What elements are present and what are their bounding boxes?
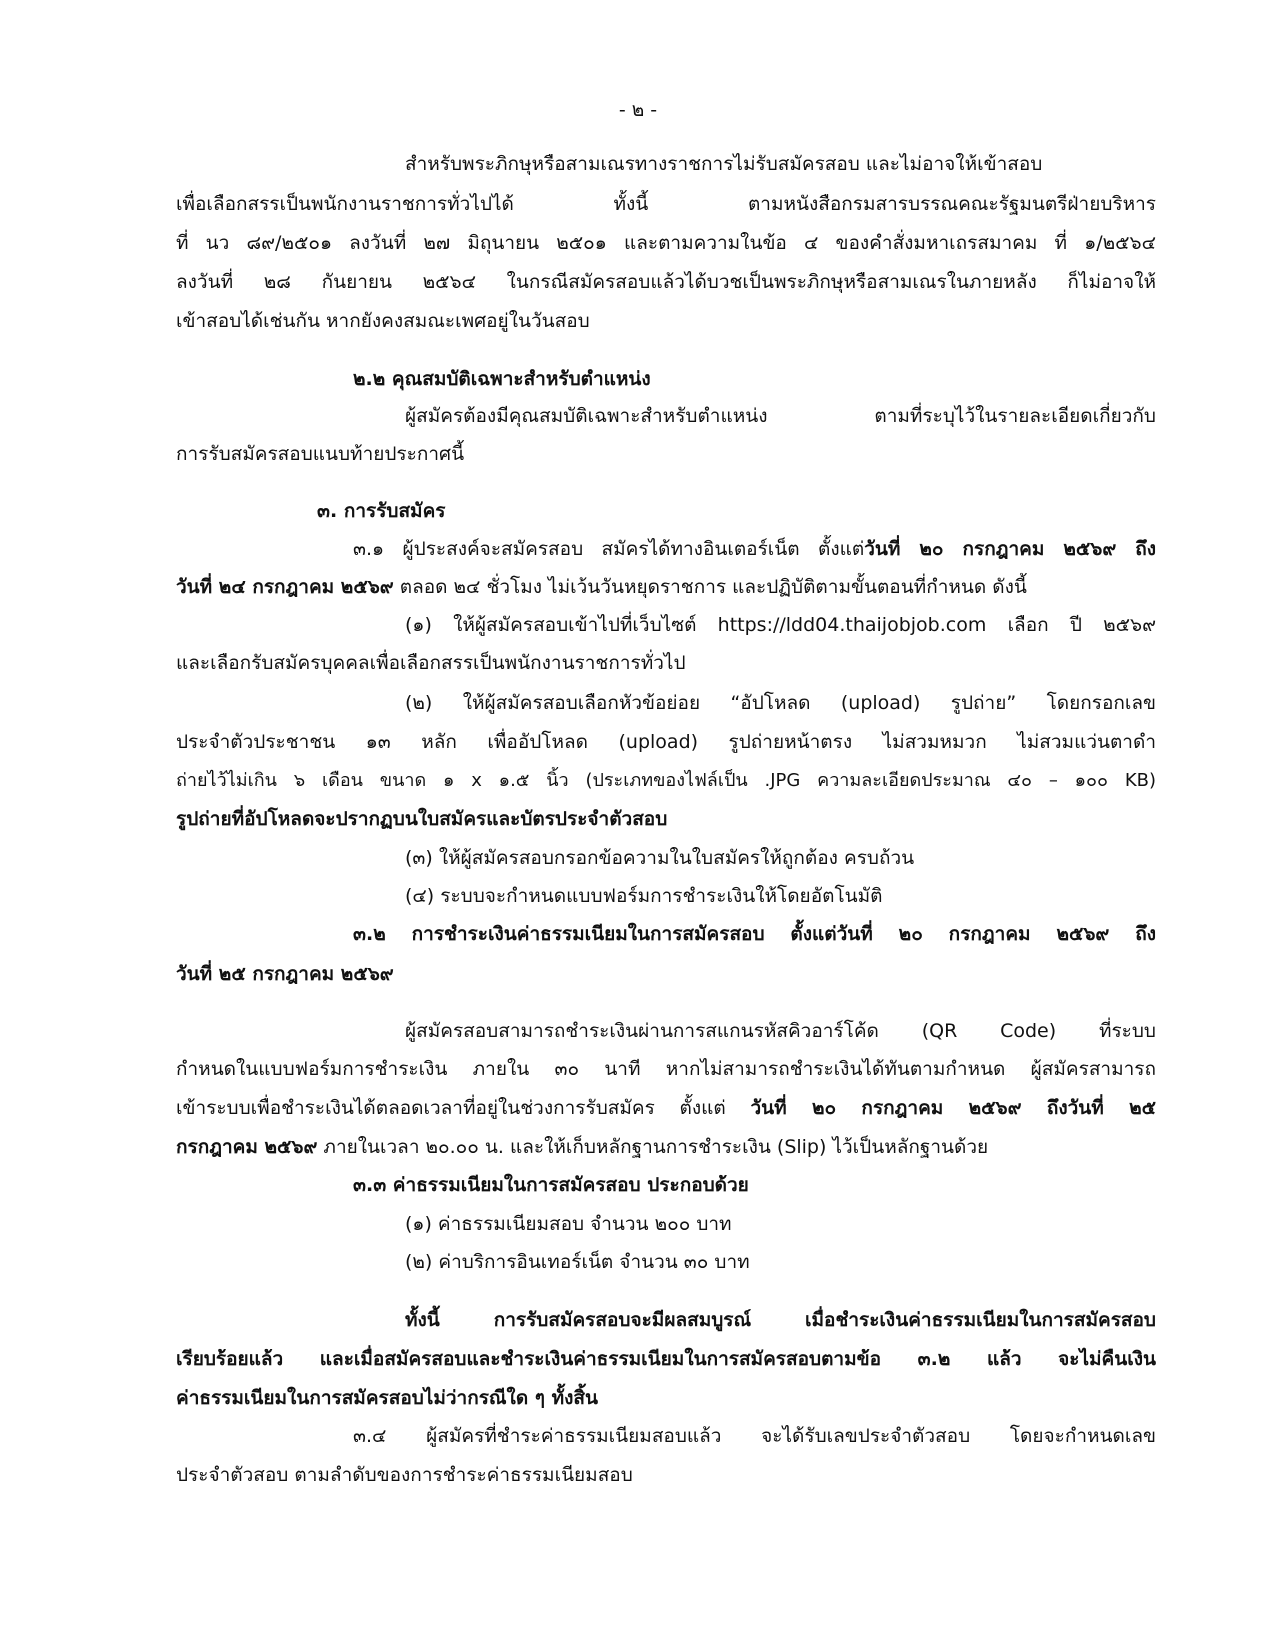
section-3-2-line-2: วันที่ ๒๕ กรกฎาคม ๒๕๖๙ <box>176 963 394 985</box>
section-3-1-item-4: (๔) ระบบจะกำหนดแบบฟอร์มการชำระเงินให้โดยอัตโนมัติ <box>405 885 883 907</box>
section-3-2-payment-dates: วันที่ ๒๐ กรกฎาคม ๒๕๖๙ ถึงวันที่ ๒๕ <box>750 1097 1157 1119</box>
monk-para-line-3: ที่ นว ๘๙/๒๕๐๑ ลงวันที่ ๒๗ มิถุนายน ๒๕๐๑ และตามความในข้อ ๔ ของคำสั่งมหาเถรสมาคม ที่ ๑/๒๕๖๔ <box>176 232 1156 254</box>
section-3-2-payment-date-end: กรกฎาคม ๒๕๖๙ <box>176 1136 318 1158</box>
section-3-3-heading: ๓.๓ ค่าธรรมเนียมในการสมัครสอบ ประกอบด้วย <box>353 1174 749 1196</box>
section-2-2-line-1: ผู้สมัครต้องมีคุณสมบัติเฉพาะสำหรับตำแหน่ง ตามที่ระบุไว้ในรายละเอียดเกี่ยวกับ <box>405 405 1156 427</box>
section-3-heading: ๓. การรับสมัคร <box>317 500 446 522</box>
monk-para-line-1: สำหรับพระภิกษุหรือสามเณรทางราชการไม่รับสมัครสอบ และไม่อาจให้เข้าสอบ <box>405 153 1043 175</box>
section-3-3-note-line-2: เรียบร้อยแล้ว และเมื่อสมัครสอบและชำระเงินค่าธรรมเนียมในการสมัครสอบตามข้อ ๓.๒ แล้ว จะไม่คืนเงิน <box>176 1348 1156 1370</box>
section-3-1-line-1-text: ๓.๑ ผู้ประสงค์จะสมัครสอบ สมัครได้ทางอินเตอร์เน็ต ตั้งแต่ <box>353 538 865 560</box>
section-3-3-note-line-1: ทั้งนี้ การรับสมัครสอบจะมีผลสมบูรณ์ เมื่อชำระเงินค่าธรรมเนียมในการสมัครสอบ <box>405 1309 1156 1331</box>
section-3-1-item-2-line-3: ถ่ายไว้ไม่เกิน ๖ เดือน ขนาด ๑ x ๑.๕ นิ้ว (ประเภทของไฟล์เป็น .JPG ความละเอียดประมาณ ๔๐ – ๑๐๐ KB) <box>176 770 1156 791</box>
section-3-2-para-line-3-text: เข้าระบบเพื่อชำระเงินได้ตลอดเวลาที่อยู่ในช่วงการรับสมัคร ตั้งแต่ <box>176 1097 751 1119</box>
section-3-1-item-1-line-1: (๑) ให้ผู้สมัครสอบเข้าไปที่เว็บไซต์ https://ldd04.thaijobjob.com เลือก ปี ๒๕๖๙ <box>405 614 1156 636</box>
monk-para-line-2: เพื่อเลือกสรรเป็นพนักงานราชการทั่วไปได้ ทั้งนี้ ตามหนังสือกรมสารบรรณคณะรัฐมนตรีฝ่ายบริหาร <box>176 193 1156 215</box>
section-3-2-para-line-3 <box>176 1095 1156 1121</box>
section-3-2-para-line-4-text: ภายในเวลา ๒๐.๐๐ น. และให้เก็บหลักฐานการชำระเงิน (Slip) ไว้เป็นหลักฐานด้วย <box>317 1136 989 1158</box>
page-number: - ๒ - <box>618 99 658 121</box>
section-3-1-line-2 <box>176 574 1027 600</box>
section-3-2-para-line-1: ผู้สมัครสอบสามารถชำระเงินผ่านการสแกนรหัสคิวอาร์โค้ด (QR Code) ที่ระบบ <box>405 1020 1156 1042</box>
section-3-1-item-3: (๓) ให้ผู้สมัครสอบกรอกข้อความในใบสมัครให้ถูกต้อง ครบถ้วน <box>405 847 915 869</box>
section-3-4-line-1: ๓.๔ ผู้สมัครที่ชำระค่าธรรมเนียมสอบแล้ว จะได้รับเลขประจำตัวสอบ โดยจะกำหนดเลข <box>353 1425 1156 1447</box>
section-3-1-line-1 <box>353 536 1156 562</box>
monk-para-line-5: เข้าสอบได้เช่นกัน หากยังคงสมณะเพศอยู่ในวันสอบ <box>176 310 590 332</box>
section-3-1-item-1-line-2: และเลือกรับสมัครบุคคลเพื่อเลือกสรรเป็นพนักงานราชการทั่วไป <box>176 652 686 674</box>
section-3-3-item-1: (๑) ค่าธรรมเนียมสอบ จำนวน ๒๐๐ บาท <box>405 1213 732 1235</box>
section-3-3-item-2: (๒) ค่าบริการอินเทอร์เน็ต จำนวน ๓๐ บาท <box>405 1251 750 1273</box>
section-3-1-line-2-text: ตลอด ๒๔ ชั่วโมง ไม่เว้นวันหยุดราชการ และปฏิบัติตามขั้นตอนที่กำหนด ดังนี้ <box>393 576 1027 598</box>
section-3-1-date-start: วันที่ ๒๐ กรกฎาคม ๒๕๖๙ ถึง <box>864 538 1157 560</box>
section-3-2-para-line-4 <box>176 1134 988 1160</box>
section-3-2-line-1: ๓.๒ การชำระเงินค่าธรรมเนียมในการสมัครสอบ ตั้งแต่วันที่ ๒๐ กรกฎาคม ๒๕๖๙ ถึง <box>353 923 1156 945</box>
section-3-1-date-end: วันที่ ๒๔ กรกฎาคม ๒๕๖๙ <box>176 576 394 598</box>
section-3-4-line-2: ประจำตัวสอบ ตามลำดับของการชำระค่าธรรมเนียมสอบ <box>176 1464 633 1486</box>
section-2-2-line-2: การรับสมัครสอบแนบท้ายประกาศนี้ <box>176 443 465 465</box>
section-2-2-heading: ๒.๒ คุณสมบัติเฉพาะสำหรับตำแหน่ง <box>353 368 651 390</box>
section-3-1-item-2-line-1: (๒) ให้ผู้สมัครสอบเลือกหัวข้อย่อย “อัปโหลด (upload) รูปถ่าย” โดยกรอกเลข <box>405 692 1156 714</box>
section-3-1-item-2-line-2: ประจำตัวประชาชน ๑๓ หลัก เพื่ออัปโหลด (upload) รูปถ่ายหน้าตรง ไม่สวมหมวก ไม่สวมแว่นตาดำ <box>176 731 1156 753</box>
section-3-1-item-2-line-4: รูปถ่ายที่อัปโหลดจะปรากฏบนใบสมัครและบัตรประจำตัวสอบ <box>176 808 668 830</box>
monk-para-line-4: ลงวันที่ ๒๘ กันยายน ๒๕๖๔ ในกรณีสมัครสอบแล้วได้บวชเป็นพระภิกษุหรือสามเณรในภายหลัง ก็ไม่อาจให้ <box>176 271 1156 293</box>
section-3-2-para-line-2: กำหนดในแบบฟอร์มการชำระเงิน ภายใน ๓๐ นาที หากไม่สามารถชำระเงินได้ทันตามกำหนด ผู้สมัครสามารถ <box>176 1058 1156 1080</box>
section-3-3-note-line-3: ค่าธรรมเนียมในการสมัครสอบไม่ว่ากรณีใด ๆ ทั้งสิ้น <box>176 1387 598 1409</box>
